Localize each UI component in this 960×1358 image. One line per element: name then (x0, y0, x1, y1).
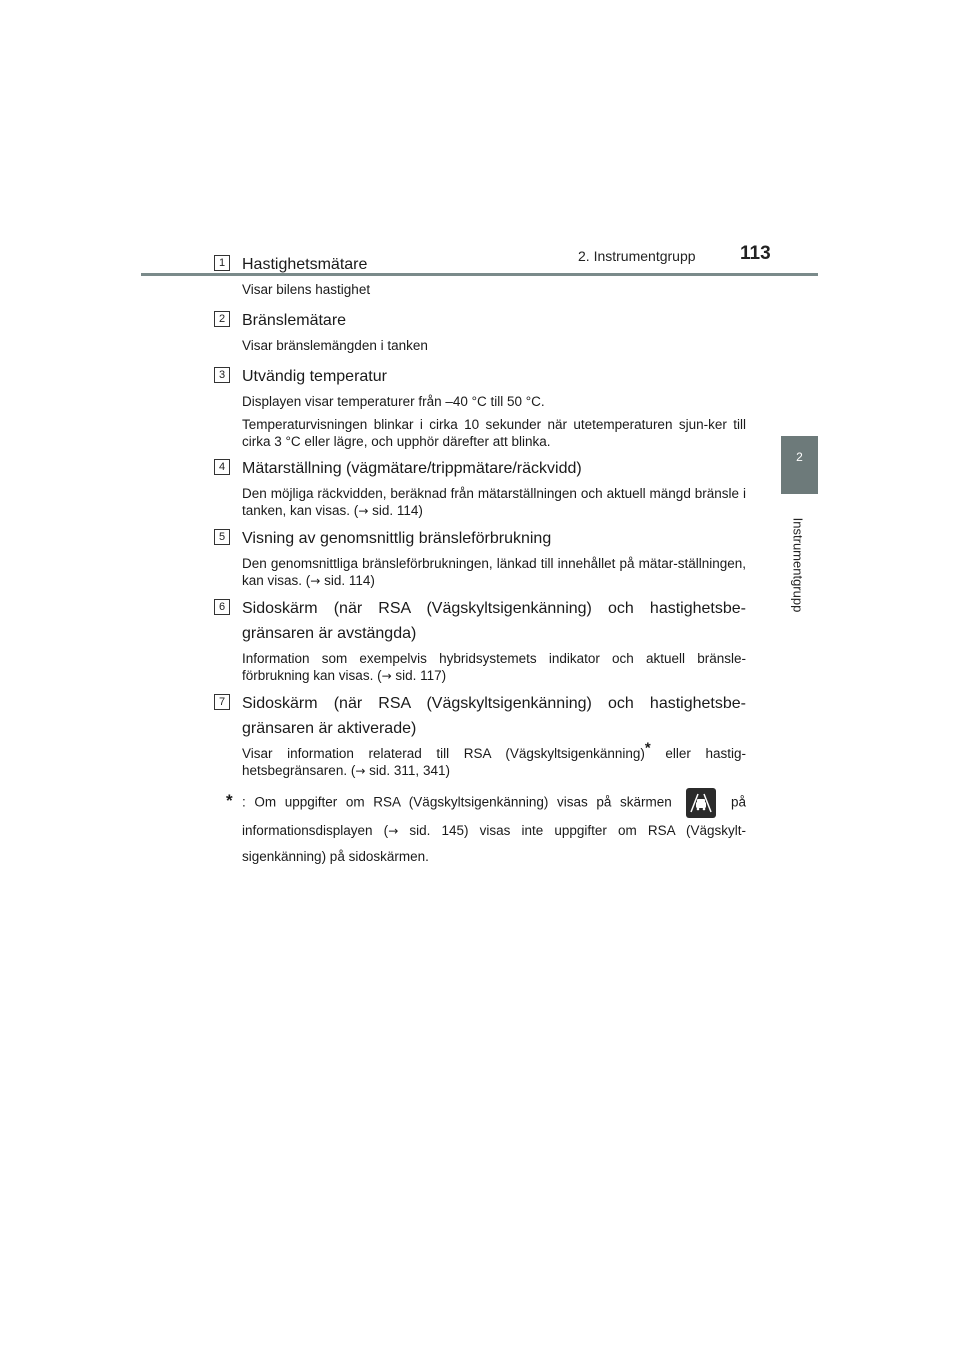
list-item (214, 526, 746, 590)
item-title: Sidoskärm (när RSA (Vägskyltsigenkänning) och hastighetsbe-gränsaren är aktiverade) (242, 695, 746, 737)
item-title: Mätarställning (vägmätare/trippmätare/räckvidd) (242, 460, 582, 477)
item-title: Sidoskärm (när RSA (Vägskyltsigenkänning) och hastighetsbe-gränsaren är avstängda) (242, 600, 746, 642)
item-number: 3 (214, 367, 230, 383)
list-item (214, 596, 746, 685)
item-number: 6 (214, 599, 230, 615)
list-item (214, 308, 746, 354)
arrow-icon: → (358, 504, 369, 518)
chapter-number: 2 (796, 450, 803, 464)
item-description: Information som exempelvis hybridsystemets indikator och aktuell bränsle-förbrukning kan visas. (→ sid. 117) (242, 651, 746, 683)
item-title: Visning av genomsnittlig bränsleförbrukning (242, 530, 552, 547)
list-item (214, 252, 746, 298)
arrow-icon: → (388, 824, 399, 838)
footnote-mark: * (226, 791, 233, 810)
item-number: 7 (214, 694, 230, 710)
footnote: * : Om uppgifter om RSA (Vägskyltsigenkänning) visas på skärmen på informationsdisplayen (→ sid. 145) visas inte uppgifter om RSA (Vägskylt-sigenkänning) på sidoskärmen. (214, 788, 746, 870)
footnote-star: * (644, 739, 651, 757)
arrow-icon: → (381, 669, 392, 683)
item-number: 2 (214, 311, 230, 327)
rsa-screen-icon (686, 788, 716, 818)
arrow-icon: → (310, 574, 321, 588)
list-item (214, 456, 746, 520)
chapter-tab (781, 436, 818, 494)
item-description: Den möjliga räckvidden, beräknad från mätarställningen och aktuell mängd bränsle i tanken, kan visas. (→ sid. 114) (242, 486, 746, 518)
header-section-title: 2. Instrumentgrupp (578, 248, 696, 264)
item-description: Visar bränslemängden i tanken (242, 338, 428, 353)
item-description: Visar bilens hastighet (242, 282, 371, 297)
item-description: Visar information relaterad till RSA (Vägskyltsigenkänning)* eller hastig-hetsbegränsaren. (→ sid. 311, 341) (242, 739, 746, 778)
item-number: 5 (214, 529, 230, 545)
content (214, 252, 746, 870)
item-title: Bränslemätare (242, 312, 347, 329)
chapter-title: Instrumentgrupp (790, 517, 806, 613)
item-description: Den genomsnittliga bränsleförbrukningen, länkad till innehållet på mätar-ställningen, kan visas. (→ sid. 114) (242, 556, 746, 588)
page-number: 113 (740, 243, 771, 264)
list-item (214, 364, 746, 450)
item-title: Hastighetsmätare (242, 256, 368, 273)
item-number: 1 (214, 255, 230, 271)
item-number: 4 (214, 459, 230, 475)
chapter-side-title (783, 505, 813, 625)
item-title: Utvändig temperatur (242, 368, 387, 385)
arrow-icon: → (355, 764, 366, 778)
item-description: Displayen visar temperaturer från –40 °C till 50 °C. Temperaturvisningen blinkar i cirka 10 sekunder när utetemperaturen sjun-ker till cirka 3 °C eller lägre, och upphör därefter att blinka. (242, 394, 746, 449)
list-item (214, 691, 746, 780)
